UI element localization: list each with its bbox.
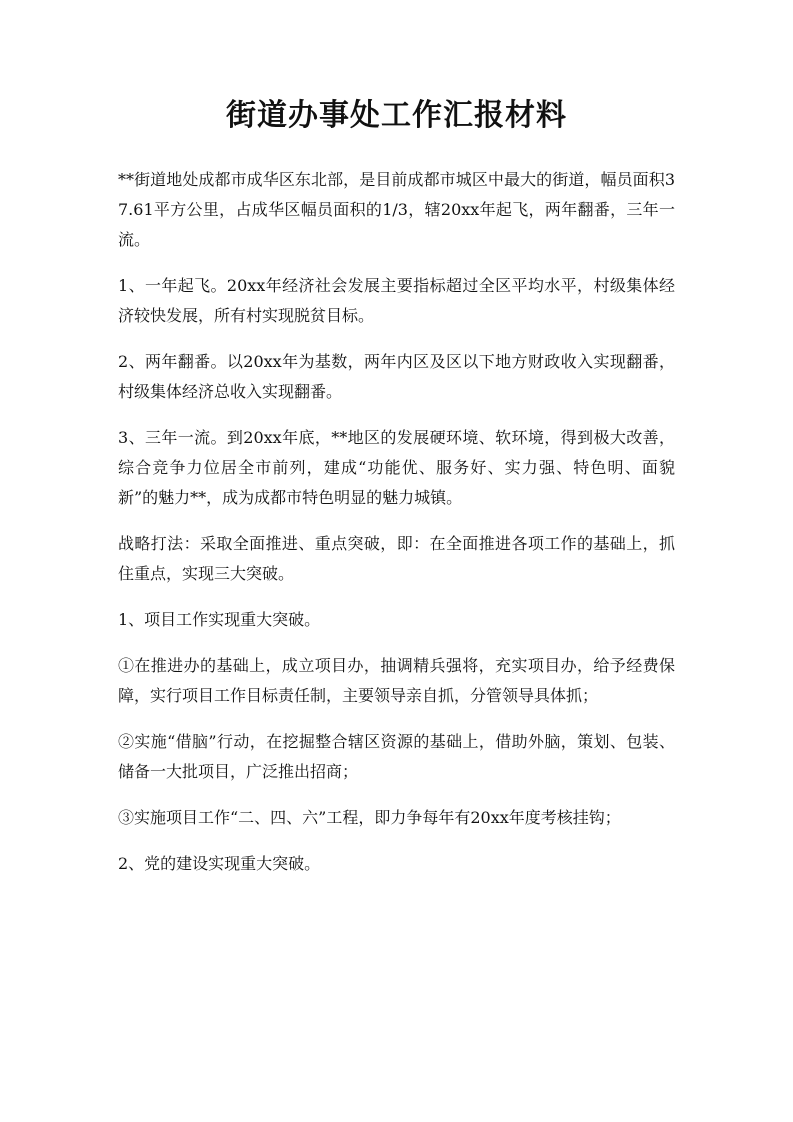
paragraph-intro: **街道地处成都市成华区东北部，是目前成都市城区中最大的街道，幅员面积37.61平方公里，占成华区幅员面积的1/3，辖20xx年起飞，两年翻番，三年一流。 — [118, 170, 675, 249]
paragraph-strategy: 战略打法：采取全面推进、重点突破，即：在全面推进各项工作的基础上，抓住重点，实现三大突破。 — [118, 534, 675, 583]
paragraph-goal-2: 2、两年翻番。以20xx年为基数，两年内区及区以下地方财政收入实现翻番，村级集体经济总收入实现翻番。 — [118, 352, 675, 401]
document-title: 街道办事处工作汇报材料 — [226, 98, 567, 133]
paragraph-item-3: ③实施项目工作“二、四、六”工程，即力争每年有20xx年度考核挂钩； — [118, 808, 621, 827]
paragraph-breakthrough-2: 2、党的建设实现重大突破。 — [118, 854, 321, 873]
paragraph-item-2: ②实施“借脑”行动，在挖掘整合辖区资源的基础上，借助外脑，策划、包装、储备一大批项目，广泛推出招商； — [118, 732, 675, 781]
document-body — [118, 165, 675, 879]
paragraph-item-1: ①在推进办的基础上，成立项目办，抽调精兵强将，充实项目办，给予经费保障，实行项目工作目标责任制，主要领导亲自抓，分管领导具体抓； — [118, 656, 675, 705]
paragraph-goal-3: 3、三年一流。到20xx年底，**地区的发展硬环境、软环境，得到极大改善，综合竞争力位居全市前列，建成“功能优、服务好、实力强、特色明、面貌新”的魅力**，成为成都市特色明显的魅力城镇。 — [118, 428, 675, 507]
paragraph-goal-1: 1、一年起飞。20xx年经济社会发展主要指标超过全区平均水平，村级集体经济较快发展，所有村实现脱贫目标。 — [118, 276, 675, 325]
paragraph-breakthrough-1: 1、项目工作实现重大突破。 — [118, 610, 321, 629]
